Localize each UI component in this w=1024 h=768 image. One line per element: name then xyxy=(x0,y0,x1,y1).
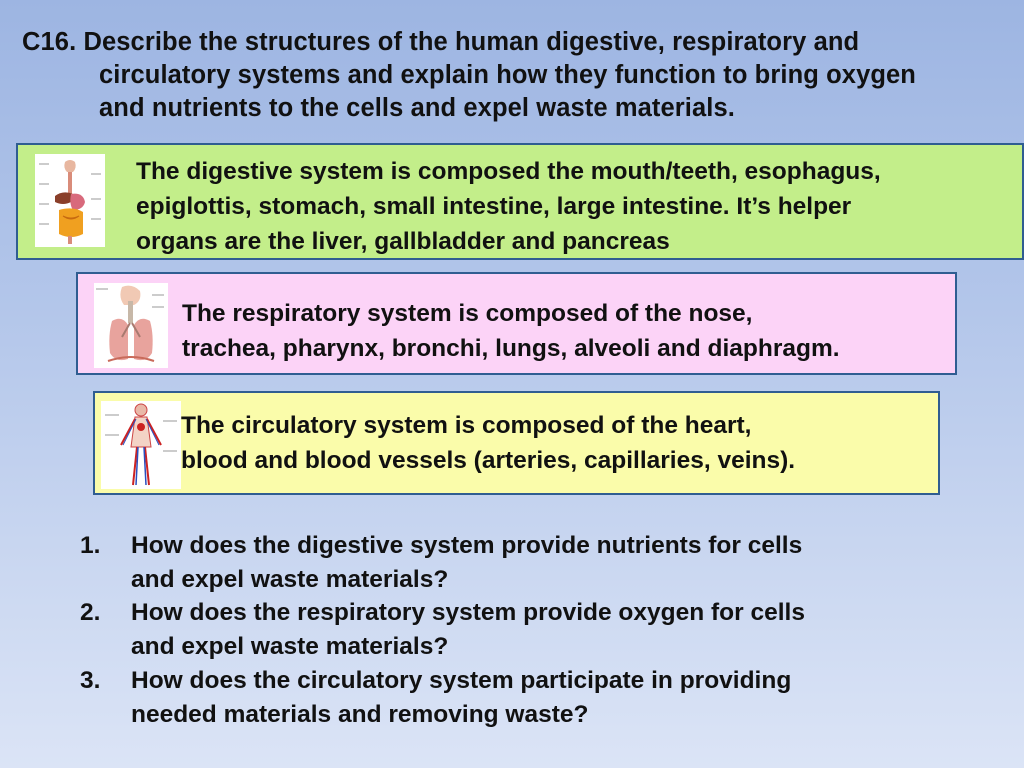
list-item xyxy=(80,664,980,731)
digestive-text-line-3: organs are the liver, gallbladder and pancreas xyxy=(136,228,670,255)
circulatory-text-line-2: blood and blood vessels (arteries, capillaries, veins). xyxy=(181,447,796,474)
question-line-1: How does the digestive system provide nutrients for cells xyxy=(131,532,803,559)
digestive-text-line-2: epiglottis, stomach, small intestine, large intestine. It’s helper xyxy=(136,193,852,220)
respiratory-system-diagram xyxy=(94,283,168,368)
question-line-2: and expel waste materials? xyxy=(131,633,449,661)
circulatory-system-diagram xyxy=(101,401,181,489)
heading-line-3: and nutrients to the cells and expel waste materials. xyxy=(99,94,735,122)
heading-line-1 xyxy=(22,26,1012,59)
question-line-1: How does the respiratory system provide oxygen for cells xyxy=(131,599,805,627)
respiratory-system-box xyxy=(76,272,957,375)
respiratory-text-line-2: trachea, pharynx, bronchi, lungs, alveoli and diaphragm. xyxy=(182,335,840,362)
circulatory-system-text xyxy=(181,408,795,478)
circulatory-system-box xyxy=(93,391,940,495)
respiratory-diagram-illustration xyxy=(94,283,168,368)
heading-code: C16. xyxy=(22,28,77,56)
heading-text-1: Describe the structures of the human digestive, respiratory and xyxy=(83,28,860,56)
digestive-text-line-1: The digestive system is composed the mouth/teeth, esophagus, xyxy=(136,158,881,185)
digestive-diagram-illustration xyxy=(35,154,105,247)
circulatory-diagram-illustration xyxy=(101,401,181,489)
question-line-2: and expel waste materials? xyxy=(131,565,449,593)
digestive-system-text xyxy=(136,154,881,259)
question-line-1: How does the circulatory system participate in providing xyxy=(131,666,792,694)
question-number: 3. xyxy=(80,666,101,694)
heading-line-2: circulatory systems and explain how they function to bring oxygen xyxy=(99,61,916,89)
list-item xyxy=(80,529,980,596)
digestive-system-box xyxy=(16,143,1024,260)
question-number: 2. xyxy=(80,599,101,627)
respiratory-text-line-1: The respiratory system is composed of the nose, xyxy=(182,300,753,327)
circulatory-text-line-1: The circulatory system is composed of the heart, xyxy=(181,412,752,439)
question-list xyxy=(80,529,980,731)
respiratory-system-text xyxy=(182,296,840,366)
question-line-2: needed materials and removing waste? xyxy=(131,700,589,728)
digestive-system-diagram xyxy=(35,154,105,247)
list-item xyxy=(80,596,980,663)
slide-heading xyxy=(22,26,1012,125)
question-number: 1. xyxy=(80,532,101,559)
